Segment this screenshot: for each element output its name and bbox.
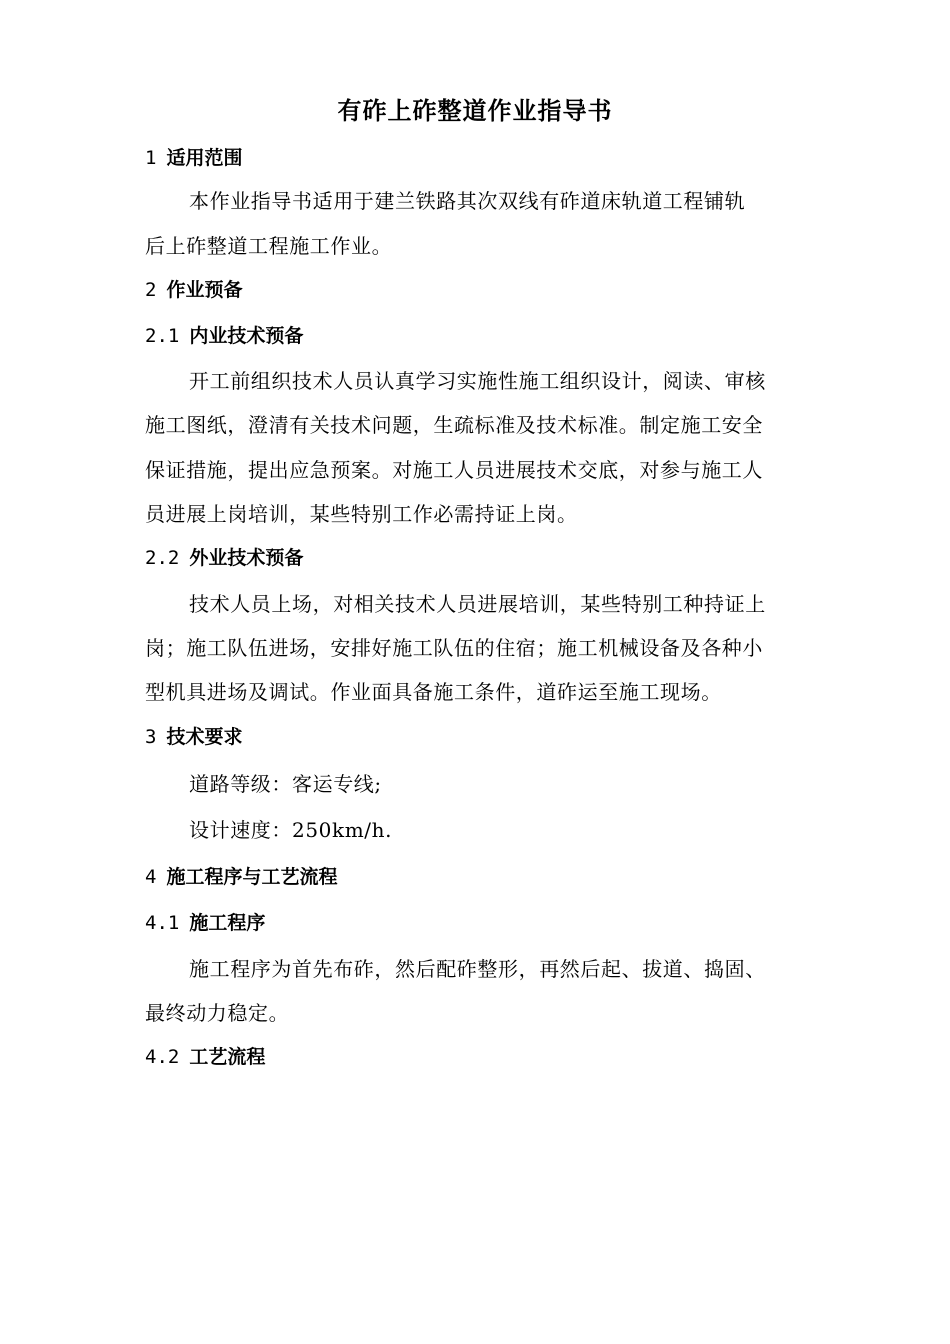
section-title: 施工程序 — [189, 912, 266, 934]
paragraph-line: 道路等级：客运专线; — [189, 772, 382, 796]
section-heading-2-2 — [145, 544, 303, 572]
section-number: 2.2 — [145, 547, 180, 569]
section-title: 适用范围 — [166, 147, 243, 169]
section-number: 1 — [145, 147, 157, 169]
section-title: 技术要求 — [166, 726, 243, 748]
section-heading-2-1 — [145, 322, 303, 350]
paragraph-line: 开工前组织技术人员认真学习实施性施工组织设计，阅读、审核 — [189, 369, 766, 393]
paragraph-line: 技术人员上场，对相关技术人员进展培训，某些特别工种持证上 — [189, 592, 766, 616]
section-number: 3 — [145, 726, 157, 748]
section-title: 作业预备 — [166, 279, 243, 301]
section-number: 4.1 — [145, 912, 180, 934]
section-heading-3 — [145, 723, 242, 751]
section-heading-1 — [145, 144, 242, 172]
section-title: 内业技术预备 — [189, 325, 304, 347]
section-title: 施工程序与工艺流程 — [166, 866, 338, 888]
section-number: 4 — [145, 866, 157, 888]
section-heading-4 — [145, 863, 337, 891]
section-number: 4.2 — [145, 1046, 180, 1068]
section-heading-4-1 — [145, 909, 265, 937]
paragraph-line: 员进展上岗培训，某些特别工作必需持证上岗。 — [145, 502, 578, 526]
section-number: 2.1 — [145, 325, 180, 347]
paragraph-line: 岗；施工队伍进场，安排好施工队伍的住宿；施工机械设备及各种小 — [145, 636, 763, 660]
paragraph-line: 最终动力稳定。 — [145, 1001, 290, 1025]
paragraph-line: 后上砟整道工程施工作业。 — [145, 234, 393, 258]
section-number: 2 — [145, 279, 157, 301]
paragraph-line: 设计速度：250km/h. — [189, 818, 393, 842]
paragraph-line: 保证措施，提出应急预案。对施工人员进展技术交底，对参与施工人 — [145, 458, 763, 482]
section-title: 外业技术预备 — [189, 547, 304, 569]
paragraph-line: 施工程序为首先布砟，然后配砟整形，再然后起、拔道、捣固、 — [189, 957, 766, 981]
paragraph-line: 本作业指导书适用于建兰铁路其次双线有砟道床轨道工程铺轨 — [189, 189, 746, 213]
paragraph-line: 型机具进场及调试。作业面具备施工条件，道砟运至施工现场。 — [145, 680, 722, 704]
section-heading-2 — [145, 276, 242, 304]
paragraph-line: 施工图纸，澄清有关技术问题，生疏标准及技术标准。制定施工安全 — [145, 413, 763, 437]
section-title: 工艺流程 — [189, 1046, 266, 1068]
section-heading-4-2 — [145, 1043, 265, 1071]
document-title: 有砟上砟整道作业指导书 — [337, 96, 613, 125]
